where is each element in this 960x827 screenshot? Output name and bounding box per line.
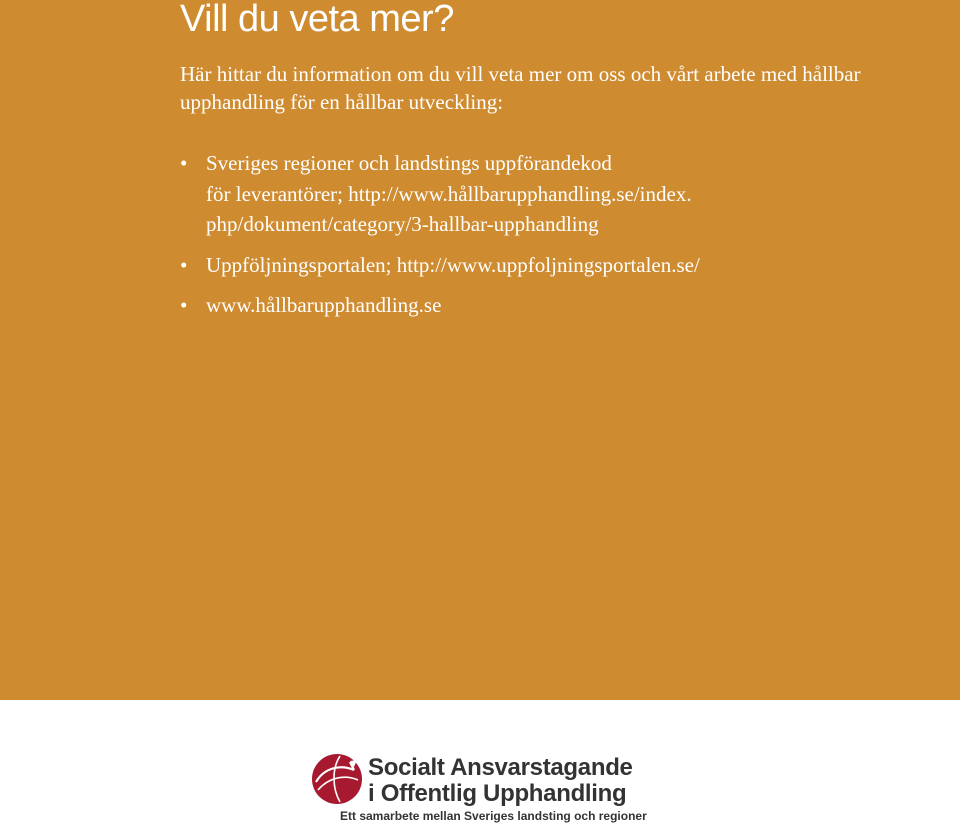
organization-logo: [310, 752, 650, 824]
logo-title-line1: Socialt Ansvarstagande: [368, 754, 633, 781]
list-item-uppforandekod: [180, 148, 920, 240]
bullet-icon: •: [180, 293, 188, 317]
bullet-icon: •: [180, 151, 188, 175]
globe-arrow-logo-icon: [310, 752, 364, 806]
logo-title-line2: i Offentlig Upphandling: [368, 780, 627, 807]
logo-subtitle: Ett samarbete mellan Sveriges landsting och regioner: [340, 809, 647, 823]
bullet-icon: •: [180, 252, 188, 277]
link-text-line[interactable]: php/dokument/category/3-hallbar-upphandling: [206, 212, 599, 236]
link-text-line[interactable]: www.hållbarupphandling.se: [206, 293, 442, 317]
link-text-line[interactable]: Uppföljningsportalen; http://www.uppfoljningsportalen.se/: [206, 252, 700, 277]
link-list: [180, 148, 920, 331]
list-item-uppfoljningsportalen: [180, 250, 920, 281]
page-title: Vill du veta mer?: [180, 0, 454, 40]
intro-text: Här hittar du information om du vill veta mer om oss och vårt arbete med hållbar upphandling för en hållbar utveckling:: [180, 62, 861, 114]
link-text-line: Sveriges regioner och landstings uppförandekod: [206, 151, 612, 175]
link-text-line[interactable]: för leverantörer; http://www.hållbarupphandling.se/index.: [206, 181, 692, 206]
list-item-hallbarupphandling: [180, 290, 920, 321]
